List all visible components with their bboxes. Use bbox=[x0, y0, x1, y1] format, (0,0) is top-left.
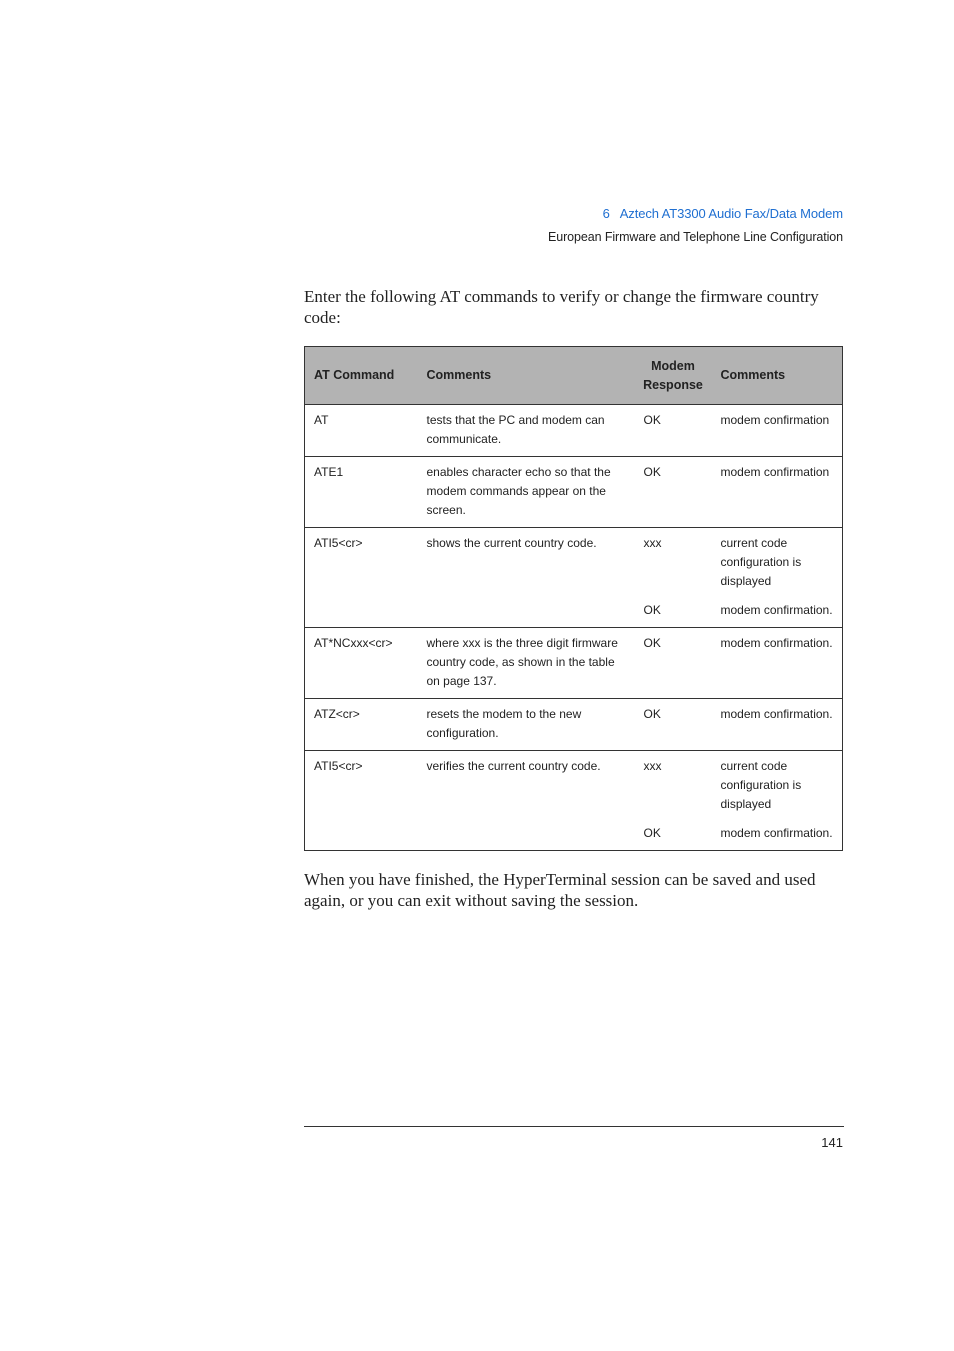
cell-response-comment: modem confirmation. bbox=[712, 628, 843, 699]
cell-response: xxx bbox=[635, 528, 712, 599]
cell-response: OK bbox=[643, 826, 661, 840]
cell-command bbox=[305, 821, 418, 851]
cell-comment bbox=[418, 598, 635, 628]
column-header-at-command: AT Command bbox=[305, 347, 418, 405]
cell-response-comment: modem confirmation. bbox=[720, 603, 833, 617]
cell-response-comment: modem confirmation. bbox=[712, 699, 843, 751]
cell-response-comment: modem confirmation bbox=[712, 405, 843, 457]
cell-comment: tests that the PC and modem can communicate. bbox=[418, 405, 635, 457]
intro-paragraph: Enter the following AT commands to verify or change the firmware country code: bbox=[304, 287, 819, 327]
cell-comment: enables character echo so that the modem commands appear on the screen. bbox=[418, 457, 635, 528]
cell-command: ATI5<cr> bbox=[305, 528, 418, 599]
table-row bbox=[305, 821, 843, 851]
table-row bbox=[305, 528, 843, 599]
cell-comment: resets the modem to the new configuration. bbox=[418, 699, 635, 751]
cell-comment: where xxx is the three digit firmware country code, as shown in the table on page 137. bbox=[418, 628, 635, 699]
cell-command bbox=[305, 598, 418, 628]
closing-paragraph: When you have finished, the HyperTerminal session can be saved and used again, or you can exit without saving the session. bbox=[304, 870, 816, 910]
chapter-title: Aztech AT3300 Audio Fax/Data Modem bbox=[619, 206, 843, 221]
cell-command: AT*NCxxx<cr> bbox=[305, 628, 418, 699]
cell-command: ATZ<cr> bbox=[305, 699, 418, 751]
footer-divider bbox=[304, 1126, 844, 1127]
running-header-chapter bbox=[603, 206, 843, 221]
table-row bbox=[305, 699, 843, 751]
cell-comment: verifies the current country code. bbox=[418, 751, 635, 822]
running-header-section: European Firmware and Telephone Line Configuration bbox=[548, 230, 843, 244]
cell-response-comment: current code configuration is displayed bbox=[712, 528, 843, 599]
cell-command: ATI5<cr> bbox=[305, 751, 418, 822]
table-row bbox=[305, 751, 843, 822]
cell-response: OK bbox=[635, 405, 712, 457]
cell-comment: shows the current country code. bbox=[418, 528, 635, 599]
page-number: 141 bbox=[821, 1135, 843, 1150]
table-row bbox=[305, 598, 843, 628]
cell-command: ATE1 bbox=[305, 457, 418, 528]
cell-response-comment: modem confirmation. bbox=[720, 826, 833, 840]
cell-response-comment: modem confirmation bbox=[712, 457, 843, 528]
cell-response: OK bbox=[635, 457, 712, 528]
column-header-comments: Comments bbox=[418, 347, 635, 405]
cell-response-comment: current code configuration is displayed bbox=[712, 751, 843, 822]
cell-comment bbox=[418, 821, 635, 851]
table-header-row bbox=[305, 347, 843, 405]
cell-command: AT bbox=[305, 405, 418, 457]
cell-response: OK bbox=[643, 603, 661, 617]
table-row bbox=[305, 628, 843, 699]
cell-response: OK bbox=[635, 628, 712, 699]
cell-response: xxx bbox=[635, 751, 712, 822]
table-row bbox=[305, 457, 843, 528]
column-header-modem-response: Modem Response bbox=[635, 347, 712, 405]
column-header-response-comments: Comments bbox=[712, 347, 843, 405]
cell-response: OK bbox=[635, 699, 712, 751]
chapter-number: 6 bbox=[602, 206, 610, 221]
table-row bbox=[305, 405, 843, 457]
at-command-table bbox=[304, 346, 843, 851]
